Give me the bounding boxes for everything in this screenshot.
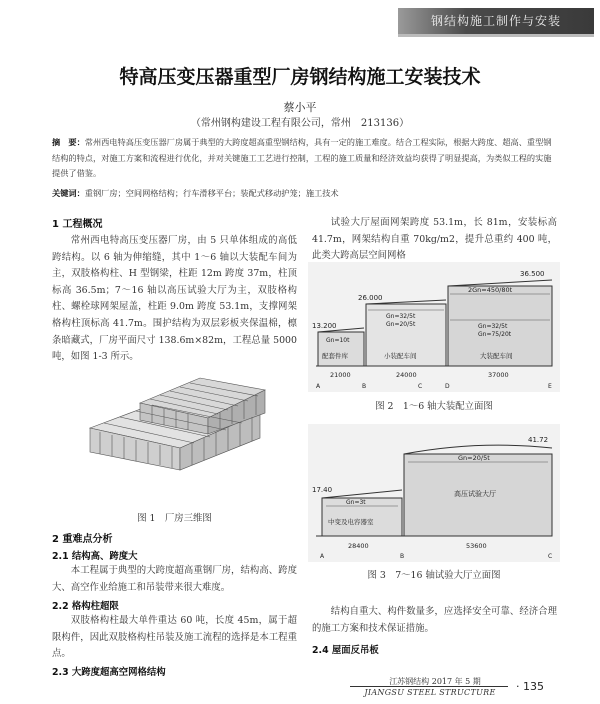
fig2-crane-mid-a: Gn=32/5t xyxy=(386,313,416,320)
abstract xyxy=(52,135,552,182)
fig2-dim-right: 37000 xyxy=(488,371,509,379)
abstract-text: 常州西电特高压变压器厂房属于典型的大跨度超高重型钢结构，具有一定的施工难度。结合工程实际，根据大跨度、超高、重型钢结构的特点，对施工方案和流程进行优化，并对关键施工工艺进行控制，工程的施工质量和经济效益均获得了明显提高，为类似工程的实施提供了借鉴。 xyxy=(52,137,552,178)
section-1-body xyxy=(52,233,297,366)
figure-1-caption: 图 1 厂房三维图 xyxy=(137,513,212,524)
figure-3-caption: 图 3 7～16 轴试验大厅立面图 xyxy=(367,570,501,581)
fig2-bay-right: 大装配车间 xyxy=(480,352,513,360)
fig2-axis-d: D xyxy=(445,383,450,390)
fig3-elev-right: 41.72 xyxy=(528,436,549,444)
keywords-text: 重钢厂房；空间网格结构；行车滑移平台；装配式移动护笼；施工技术 xyxy=(84,188,339,198)
right-closing-body xyxy=(312,604,557,637)
fig3-axis-b: B xyxy=(400,553,405,560)
fig2-dim-mid: 24000 xyxy=(396,371,417,379)
section-2-1-body xyxy=(52,563,297,596)
right-closing-paragraph: 结构自重大、构件数量多，应选择安全可靠、经济合理的施工方案和技术保证措施。 xyxy=(312,606,557,634)
banner-divider xyxy=(398,34,594,37)
fig2-axis-a: A xyxy=(316,383,321,390)
fig2-elev-left: 13.200 xyxy=(312,322,337,330)
abstract-label: 摘 要： xyxy=(52,137,85,147)
fig2-bay-left: 配套件库 xyxy=(322,352,348,360)
section-1-paragraph: 常州西电特高压变压器厂房，由 5 只单体组成的高低跨结构。以 6 轴为伸缩缝，其中 1～6 轴以大装配车间为主，双肢格构柱、H 型钢梁，柱距 12m 跨度 37m，柱顶标高 36.5m；7～16 轴以高压试验大厅为主，双肢格构柱、螺栓球网架屋盖，柱距 9.0m 跨度 53.1m，支撑网架格构柱顶标高 41.7m。围护结构为双层彩板夹保温棉，檩条暗藏式，厂房平面尺寸 138.6m×82m，工程总量 5000 吨，如图 1-3 所示。 xyxy=(52,235,297,363)
fig2-crane-right-a: Gn=32/5t xyxy=(478,323,508,330)
section-2-4-heading: 2.4 屋面反吊板 xyxy=(312,645,379,656)
author-affiliation: （常州钢构建设工程有限公司，常州 213136） xyxy=(190,118,410,129)
fig2-dim-left: 21000 xyxy=(330,371,351,379)
fig2-elev-mid: 26.000 xyxy=(358,294,383,302)
fig3-bay-main: 高压试验大厅 xyxy=(454,490,496,498)
footer-journal: 江苏钢结构 2017 年 5 期 xyxy=(389,677,481,686)
section-1-heading: 1 工程概况 xyxy=(52,219,103,230)
fig3-crane-top: Gn=20/5t xyxy=(458,454,490,462)
fig3-elev-left: 17.40 xyxy=(312,486,333,494)
figure-2-elevation xyxy=(308,262,560,392)
fig3-dim-right: 53600 xyxy=(466,542,487,550)
section-2-1-heading: 2.1 结构高、跨度大 xyxy=(52,551,138,562)
fig3-axis-a: A xyxy=(320,553,325,560)
article-title: 特高压变压器重型厂房钢结构施工安装技术 xyxy=(119,66,481,88)
section-2-2-heading: 2.2 格构柱超限 xyxy=(52,601,119,612)
fig3-crane-left: Gn=3t xyxy=(346,499,366,506)
figure-3-elevation xyxy=(308,424,560,562)
footer-rule xyxy=(350,686,508,687)
column-banner: 钢结构施工制作与安装 xyxy=(398,8,594,34)
section-2-1-paragraph: 本工程属于典型的大跨度超高重钢厂房，结构高、跨度大、高空作业给施工和吊装带来很大难度。 xyxy=(52,565,297,593)
figure-2-caption: 图 2 1～6 轴大装配立面图 xyxy=(375,401,493,412)
page-number: · 135 xyxy=(516,680,544,693)
fig2-crane-mid-b: Gn=20/5t xyxy=(386,321,416,328)
section-2-3-heading: 2.3 大跨度超高空网格结构 xyxy=(52,667,166,678)
fig2-elev-right: 36.500 xyxy=(520,270,545,278)
fig2-crane-left: Gn=10t xyxy=(326,337,350,344)
fig2-axis-e: E xyxy=(548,383,552,390)
fig2-axis-c: C xyxy=(418,383,423,390)
keywords-label: 关键词： xyxy=(52,188,85,198)
section-2-2-body xyxy=(52,613,297,663)
fig2-crane-top: 2Gn=450/80t xyxy=(468,286,513,294)
fig3-dim-left: 28400 xyxy=(348,542,369,550)
footer-journal-en: JIANGSU STEEL STRUCTURE xyxy=(364,688,496,697)
fig2-bay-mid: 小装配车间 xyxy=(384,352,417,360)
section-2-heading: 2 重难点分析 xyxy=(52,534,113,545)
fig2-crane-right-b: Gn=75/20t xyxy=(478,331,512,338)
figure-1-factory-3d xyxy=(80,368,285,478)
article-author: 蔡小平 xyxy=(283,101,317,114)
section-2-2-paragraph: 双肢格构柱最大单件重达 60 吨，长度 45m，属于超限构件，因此双肢格构柱吊装及施工流程的选择是本工程重点。 xyxy=(52,615,297,660)
fig2-axis-b: B xyxy=(362,383,367,390)
fig3-axis-c: C xyxy=(548,553,553,560)
right-intro-body xyxy=(312,215,557,265)
right-intro-paragraph: 试验大厅屋面网架跨度 53.1m，长 81m，安装标高 41.7m，网架结构自重 70kg/m2，提升总重约 400 吨，此类大跨高层空间网格 xyxy=(312,217,557,262)
fig3-bay-left: 中变及电容器室 xyxy=(328,518,374,526)
keywords xyxy=(52,188,552,199)
